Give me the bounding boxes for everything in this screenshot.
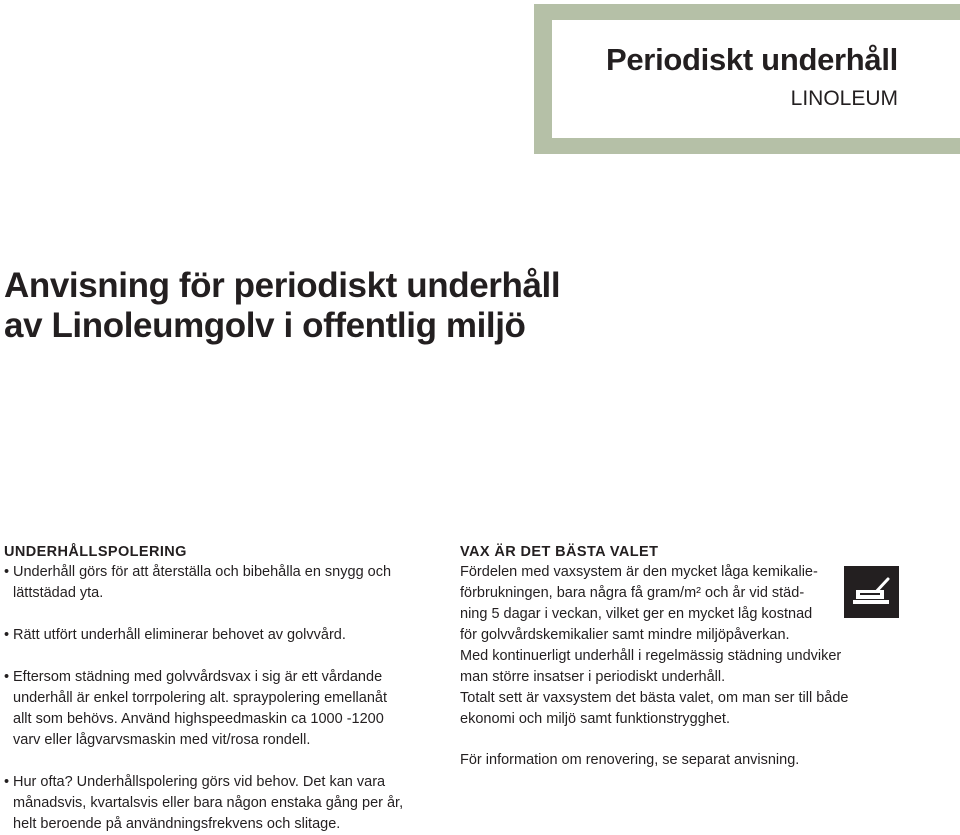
bullet-4-line-1: • Hur ofta? Underhållspolering görs vid behov. Det kan vara <box>4 772 449 793</box>
page-title: Periodiskt underhåll <box>605 42 898 77</box>
bullet-1-line-1: • Underhåll görs för att återställa och bibehålla en snygg och <box>4 562 449 583</box>
page-subtitle: LINOLEUM <box>790 87 898 110</box>
renovation-info-text: För information om renovering, se separat anvisning. <box>460 752 800 768</box>
paragraph-line: man större insatser i periodiskt underhåll. <box>460 669 726 685</box>
paragraph-line: förbrukningen, bara några få gram/m² och år vid städ- <box>460 585 805 601</box>
bullet-4-line-3: helt beroende på användningsfrekvens och slitage. <box>13 816 341 832</box>
main-heading-line-2: av Linoleumgolv i offentlig miljö <box>4 306 526 345</box>
bullet-3-line-1: • Eftersom städning med golvvårdsvax i sig är ett vårdande <box>4 667 449 688</box>
paragraph-line: Med kontinuerligt underhåll i regelmässig städning undviker <box>460 648 842 664</box>
paragraph-line: för golvvårdskemikalier samt mindre miljöpåverkan. <box>460 627 790 643</box>
section-heading-underhallspolering: UNDERHÅLLSPOLERING <box>4 544 187 560</box>
left-column <box>4 542 449 835</box>
bullet-1-line-2: lättstädad yta. <box>13 585 104 601</box>
main-heading <box>4 266 560 346</box>
bullet-3-line-4: varv eller lågvarvsmaskin med vit/rosa rondell. <box>13 732 311 748</box>
paragraph-line: ekonomi och miljö samt funktionstrygghet. <box>460 711 730 727</box>
bullet-3-line-3: allt som behövs. Använd highspeedmaskin ca 1000 -1200 <box>13 711 384 727</box>
section-heading-vax: VAX ÄR DET BÄSTA VALET <box>460 544 659 560</box>
header-box <box>534 4 960 154</box>
bullet-4-line-2: månadsvis, kvartalsvis eller bara någon enstaka gång per år, <box>13 795 404 811</box>
main-heading-line-1: Anvisning för periodiskt underhåll <box>4 266 561 305</box>
paragraph-line: ning 5 dagar i veckan, vilket ger en mycket låg kostnad <box>460 606 813 622</box>
header-inner <box>552 20 960 138</box>
paragraph-line: Fördelen med vaxsystem är den mycket låga kemikalie- <box>460 564 818 580</box>
wax-applicator-icon <box>844 566 899 618</box>
paragraph-line: Totalt sett är vaxsystem det bästa valet, om man ser till både <box>460 690 849 706</box>
bullet-3-line-2: underhåll är enkel torrpolering alt. spraypolering emellanåt <box>13 690 387 706</box>
bullet-2-line-1: • Rätt utfört underhåll eliminerar behovet av golvvård. <box>4 625 449 646</box>
